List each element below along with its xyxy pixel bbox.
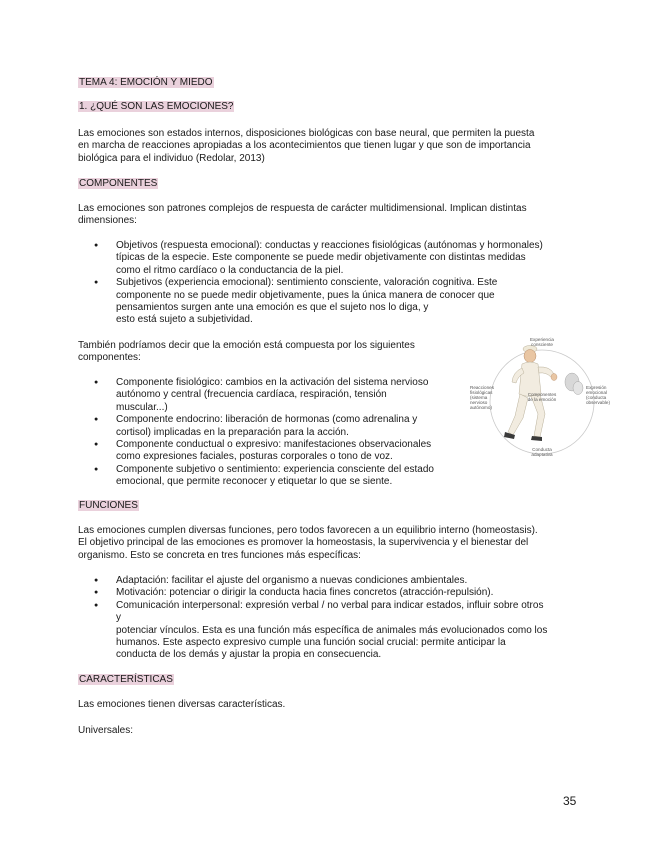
section-heading-caracteristicas: CARACTERÍSTICAS <box>79 674 173 685</box>
list-item: ● Objetivos (respuesta emocional): conductas y reacciones fisiológicas (autónomas y hormonales) típicas de la especie. Este componente se puede medir objetivamente con distintas medidas como el ritmo cardíaco o la conductancia de la piel. <box>78 240 578 277</box>
list-item: ● Comunicación interpersonal: expresión verbal / no verbal para indicar estados, influir sobre otros y potenciar vínculos. Esta es una función más específica de animales más evolucionados como los humanos. Este aspecto expresivo cumple una función social crucial: permite anticipar la conducta de los demás y ajustar la propia en consecuencia. <box>78 600 583 662</box>
section-heading-funciones: FUNCIONES <box>79 500 138 511</box>
svg-text:Conducta: Conducta <box>532 447 552 452</box>
observer-heads-illustration <box>565 373 583 395</box>
list-item: ● Componente fisiológico: cambios en la activación del sistema nervioso autónomo y central (frecuencia cardíaca, respiración, tensión muscular...) <box>78 377 468 414</box>
list-item: ● Componente endocrino: liberación de hormonas (como adrenalina y cortisol) implicadas en la preparación para la acción. <box>78 414 468 439</box>
svg-text:emocional: emocional <box>586 390 607 395</box>
title-highlight: TEMA 4: EMOCIÓN Y MIEDO <box>79 77 213 88</box>
componentes-intro: Las emociones son patrones complejos de respuesta de carácter multidimensional. Implican distintas dimensiones: <box>78 203 527 227</box>
svg-text:Reacciones: Reacciones <box>470 385 495 390</box>
list-item: ● Adaptación: facilitar el ajuste del organismo a nuevas condiciones ambientales. <box>78 575 583 587</box>
components-list <box>78 377 468 489</box>
list-item: ● Motivación: potenciar o dirigir la conducta hacia fines concretos (atracción-repulsión). <box>78 587 583 599</box>
svg-text:nervioso: nervioso <box>470 400 488 405</box>
svg-text:Experiencia: Experiencia <box>529 337 555 342</box>
definition-paragraph: Las emociones son estados internos, disposiciones biológicas con base neural, que permiten la puesta en marcha de reacciones apropiadas a los acontecimientos que tienen lugar y que son de importancia biológica para el individuo (Redolar, 2013) <box>78 128 535 164</box>
universales-label: Universales: <box>78 725 134 736</box>
section-heading-que-son: 1. ¿QUÉ SON LAS EMOCIONES? <box>79 101 234 112</box>
svg-text:Expresión: Expresión <box>586 385 607 390</box>
dimensions-list <box>78 240 578 327</box>
list-item: ● Componente conductual o expresivo: manifestaciones observacionales como expresiones faciales, posturas corporales o tono de voz. <box>78 439 468 464</box>
document-title <box>78 77 214 89</box>
svg-text:Componentes: Componentes <box>527 392 557 397</box>
figure-label-top <box>530 337 554 347</box>
components-intro: También podríamos decir que la emoción está compuesta por los siguientes componentes: <box>78 340 415 364</box>
figure-label-center <box>528 392 557 402</box>
svg-text:adaptativa: adaptativa <box>531 452 553 457</box>
page-number: 35 <box>563 794 577 808</box>
svg-text:fisiológicas: fisiológicas <box>470 390 493 395</box>
svg-text:consciente: consciente <box>531 342 553 347</box>
functions-list <box>78 575 583 662</box>
funciones-intro: Las emociones cumplen diversas funciones, pero todos favorecen a un equilibrio interno (homeostasis). El objetivo principal de las emociones es promover la homeostasis, la supervivencia y el bienestar del organismo. Esto se concreta en tres funciones más específicas: <box>78 525 538 561</box>
list-item: ● Componente subjetivo o sentimiento: experiencia consciente del estado emocional, que permite reconocer y etiquetar lo que se siente. <box>78 464 468 489</box>
emotion-components-figure <box>468 336 616 464</box>
list-item: ● Subjetivos (experiencia emocional): sentimiento consciente, valoración cognitiva. Este componente no se puede medir objetivamente, pues la única manera de conocer que pensamientos surgen ante una emoción es que el sujeto nos lo diga, y esto está sujeto a subjetividad. <box>78 277 578 327</box>
figure-label-left <box>470 385 495 410</box>
caracteristicas-intro: Las emociones tienen diversas características. <box>78 699 286 710</box>
svg-text:de la emoción: de la emoción <box>527 397 557 402</box>
section-heading-componentes: COMPONENTES <box>79 178 158 189</box>
svg-text:autónomo): autónomo) <box>470 405 492 410</box>
svg-text:(conducta: (conducta <box>586 395 607 400</box>
figure-label-bottom <box>531 447 553 457</box>
svg-text:observable): observable) <box>586 400 611 405</box>
svg-text:(sistema: (sistema <box>470 395 488 400</box>
figure-label-right <box>586 385 610 405</box>
